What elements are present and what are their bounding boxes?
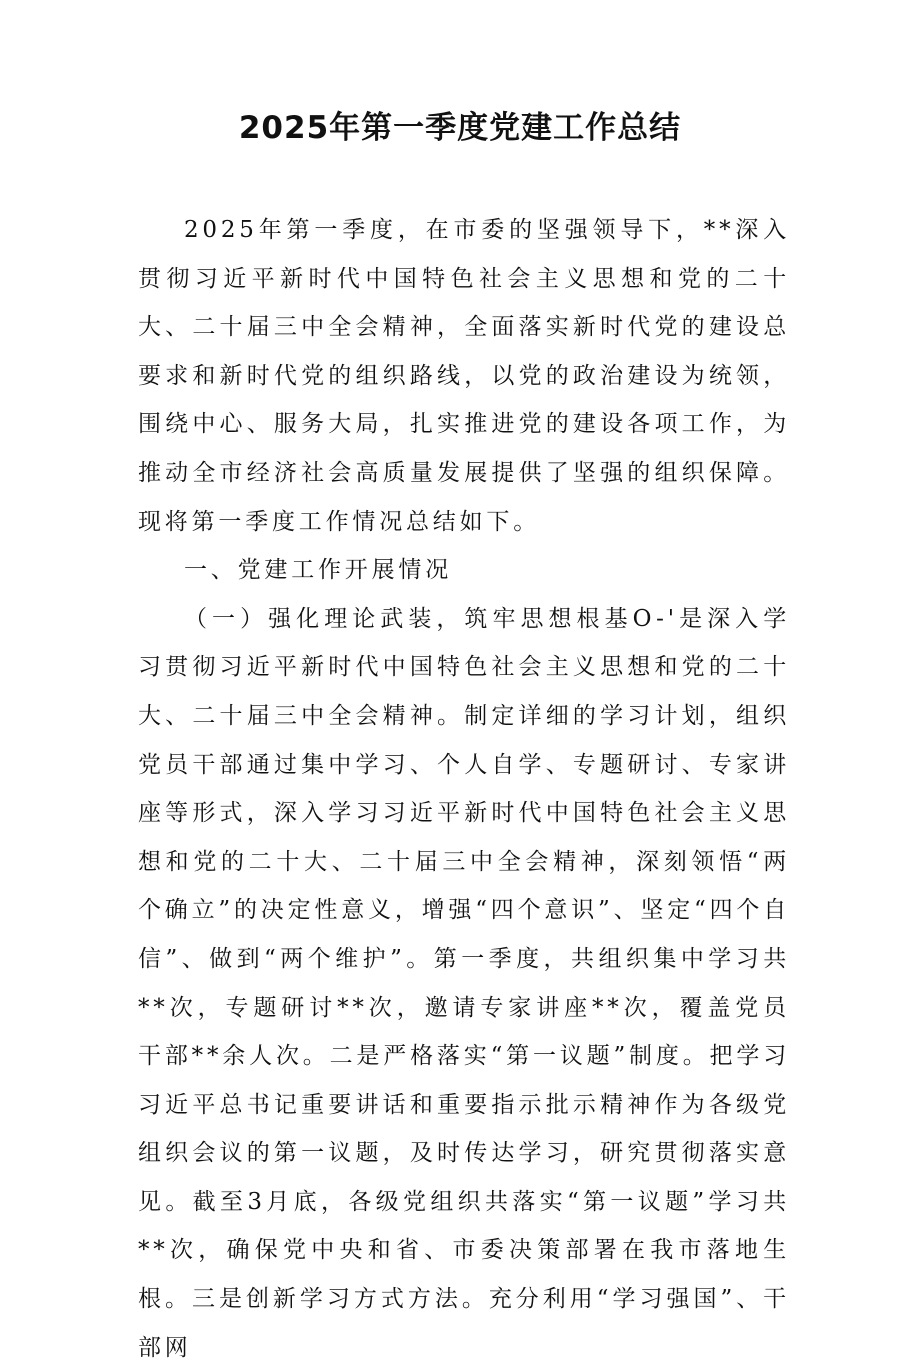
subsection-paragraph: （一）强化理论武装，筑牢思想根基O-'是深入学习贯彻习近平新时代中国特色社会主义思想和党的二十大、二十届三中全会精神。制定详细的学习计划，组织党员干部通过集中学习、个人自学、专题研讨、专家讲座等形式，深入学习习近平新时代中国特色社会主义思想和党的二十大、二十届三中全会精神，深刻领悟“两个确立”的决定性意义，增强“四个意识”、坚定“四个自信”、做到“两个维护”。第一季度，共组织集中学习共**次，专题研讨**次，邀请专家讲座**次，覆盖党员干部**余人次。二是严格落实“第一议题”制度。把学习习近平总书记重要讲话和重要指示批示精神作为各级党组织会议的第一议题，及时传达学习，研究贯彻落实意见。截至3月底，各级党组织共落实“第一议题”学习共**次，确保党中央和省、市委决策部署在我市落地生根。三是创新学习方式方法。充分利用“学习强国”、干部网 — [138, 605, 790, 1361]
document-title: 2025年第一季度党建工作总结 — [238, 110, 682, 146]
section-heading: 一、党建工作开展情况 — [184, 557, 452, 584]
intro-paragraph: 2025年第一季度，在市委的坚强领导下，**深入贯彻习近平新时代中国特色社会主义思想和党的二十大、二十届三中全会精神，全面落实新时代党的建设总要求和新时代党的组织路线，以党的政治建设为统领，围绕中心、服务大局，扎实推进党的建设各项工作，为推动全市经济社会高质量发展提供了坚强的组织保障。现将第一季度工作情况总结如下。 — [138, 217, 790, 535]
document-body — [138, 206, 790, 1372]
